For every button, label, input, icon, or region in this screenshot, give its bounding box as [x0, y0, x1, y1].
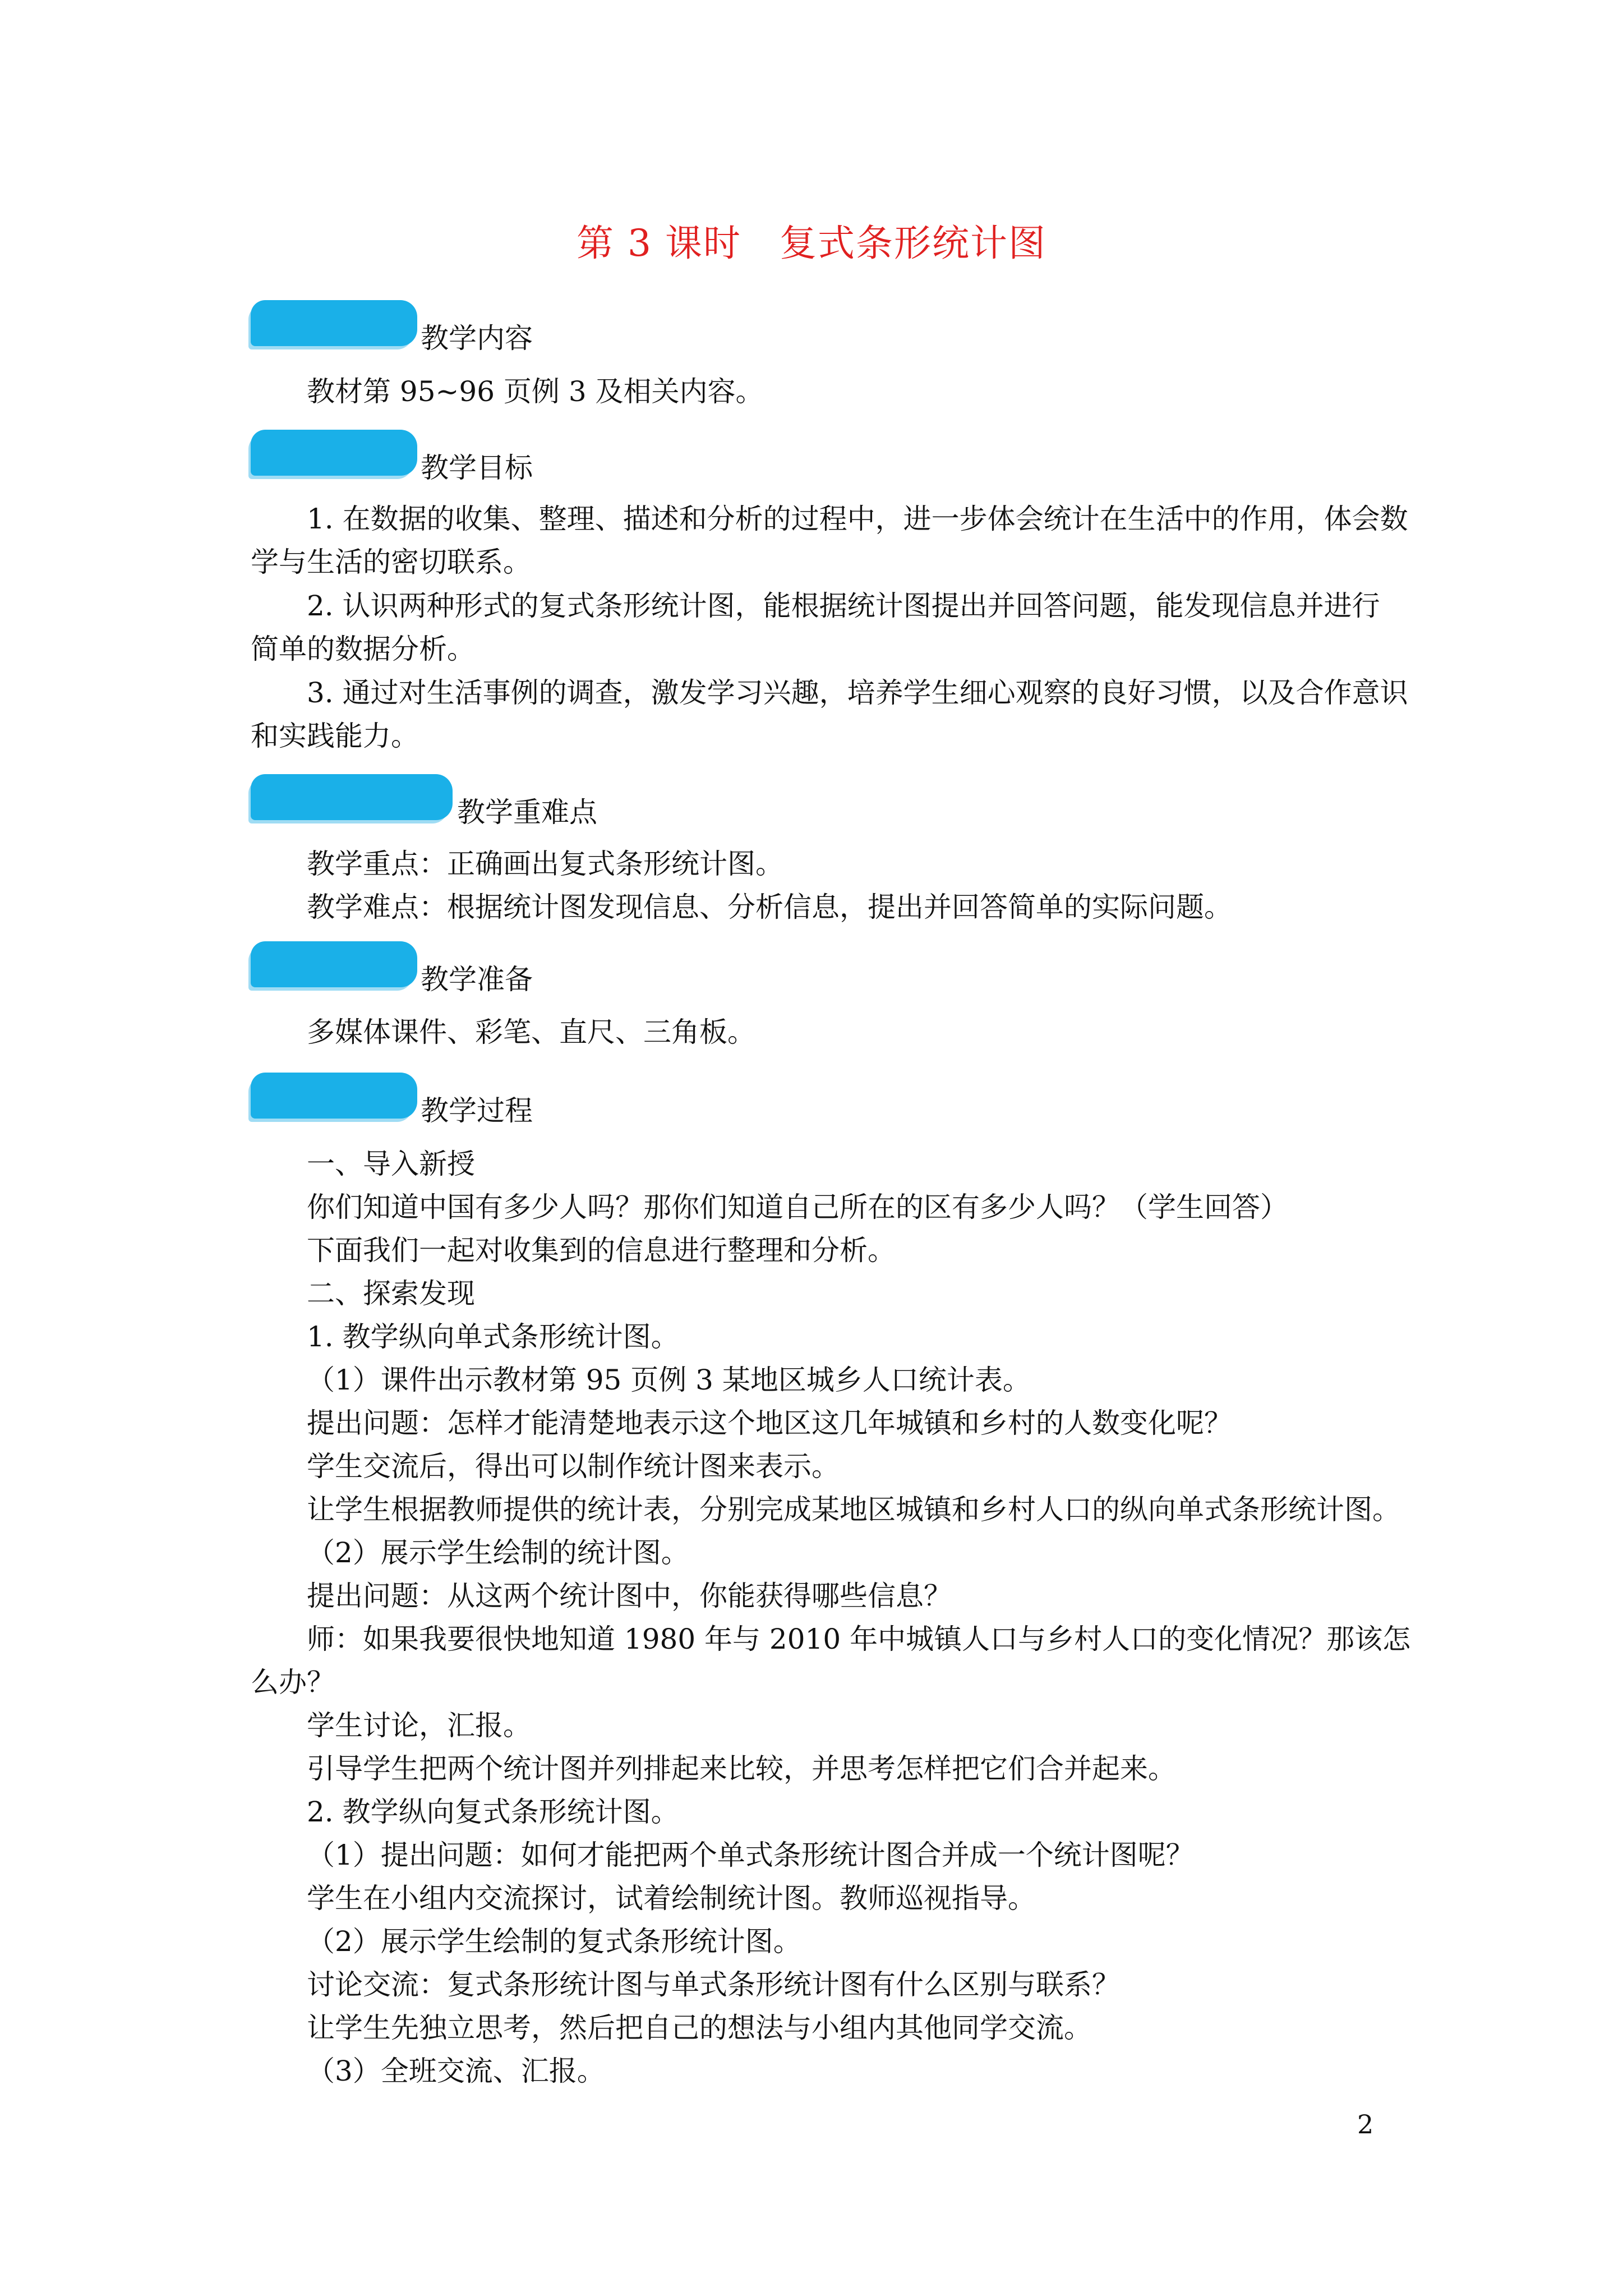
section-label: 教学内容	[421, 322, 533, 355]
key-point-line: 教学难点：根据统计图发现信息、分析信息，提出并回答简单的实际问题。	[307, 891, 1232, 923]
section-pill	[251, 430, 417, 476]
section-pill	[251, 300, 417, 346]
process-line: 一、导入新授	[307, 1148, 475, 1180]
section-pill	[251, 774, 453, 820]
process-line: 么办？	[251, 1666, 335, 1699]
process-line: （2）展示学生绘制的复式条形统计图。	[307, 1925, 801, 1958]
process-line: 二、探索发现	[307, 1277, 475, 1310]
page-title: 第 3 课时 复式条形统计图	[577, 222, 1046, 265]
process-line: 让学生先独立思考，然后把自己的想法与小组内其他同学交流。	[307, 2012, 1092, 2044]
section-label: 教学重难点	[457, 796, 597, 829]
process-line: 讨论交流：复式条形统计图与单式条形统计图有什么区别与联系？	[307, 1968, 1120, 2001]
process-line: 你们知道中国有多少人吗？那你们知道自己所在的区有多少人吗？（学生回答）	[307, 1191, 1288, 1223]
goal-line: 2. 认识两种形式的复式条形统计图，能根据统计图提出并回答问题，能发现信息并进行	[307, 590, 1380, 622]
goal-line: 3. 通过对生活事例的调查，激发学习兴趣，培养学生细心观察的良好习惯，以及合作意识	[307, 677, 1408, 709]
prep-text: 多媒体课件、彩笔、直尺、三角板。	[307, 1016, 755, 1048]
content-text: 教材第 95~96 页例 3 及相关内容。	[307, 375, 764, 408]
goal-line: 简单的数据分析。	[251, 633, 475, 665]
process-line: （1）课件出示教材第 95 页例 3 某地区城乡人口统计表。	[307, 1364, 1031, 1396]
section-label: 教学准备	[421, 963, 533, 996]
page-number: 2	[1357, 2109, 1374, 2139]
process-line: 引导学生把两个统计图并列排起来比较，并思考怎样把它们合并起来。	[307, 1752, 1176, 1785]
process-line: （3）全班交流、汇报。	[307, 2055, 605, 2087]
process-line: 师：如果我要很快地知道 1980 年与 2010 年中城镇人口与乡村人口的变化情况？那该怎	[307, 1623, 1411, 1655]
process-line: 提出问题：从这两个统计图中，你能获得哪些信息？	[307, 1580, 952, 1612]
process-line: 1. 教学纵向单式条形统计图。	[307, 1320, 679, 1353]
process-line: 提出问题：怎样才能清楚地表示这个地区这几年城镇和乡村的人数变化呢？	[307, 1407, 1232, 1439]
process-line: 学生在小组内交流探讨，试着绘制统计图。教师巡视指导。	[307, 1882, 1036, 1915]
goal-line: 1. 在数据的收集、整理、描述和分析的过程中，进一步体会统计在生活中的作用，体会数	[307, 503, 1408, 535]
process-line: 学生讨论，汇报。	[307, 1709, 531, 1742]
process-line: 学生交流后，得出可以制作统计图来表示。	[307, 1450, 840, 1483]
goal-line: 学与生活的密切联系。	[251, 546, 531, 578]
process-line: 下面我们一起对收集到的信息进行整理和分析。	[307, 1234, 896, 1267]
process-line: 2. 教学纵向复式条形统计图。	[307, 1796, 679, 1828]
section-pill	[251, 1073, 417, 1119]
goal-line: 和实践能力。	[251, 720, 419, 752]
process-line: （1）提出问题：如何才能把两个单式条形统计图合并成一个统计图呢？	[307, 1839, 1194, 1871]
section-label: 教学过程	[421, 1094, 533, 1127]
key-point-line: 教学重点：正确画出复式条形统计图。	[307, 848, 783, 880]
process-line: （2）展示学生绘制的统计图。	[307, 1536, 689, 1569]
section-pill	[251, 941, 417, 987]
section-label: 教学目标	[421, 452, 533, 484]
process-line: 让学生根据教师提供的统计表，分别完成某地区城镇和乡村人口的纵向单式条形统计图。	[307, 1493, 1400, 1526]
